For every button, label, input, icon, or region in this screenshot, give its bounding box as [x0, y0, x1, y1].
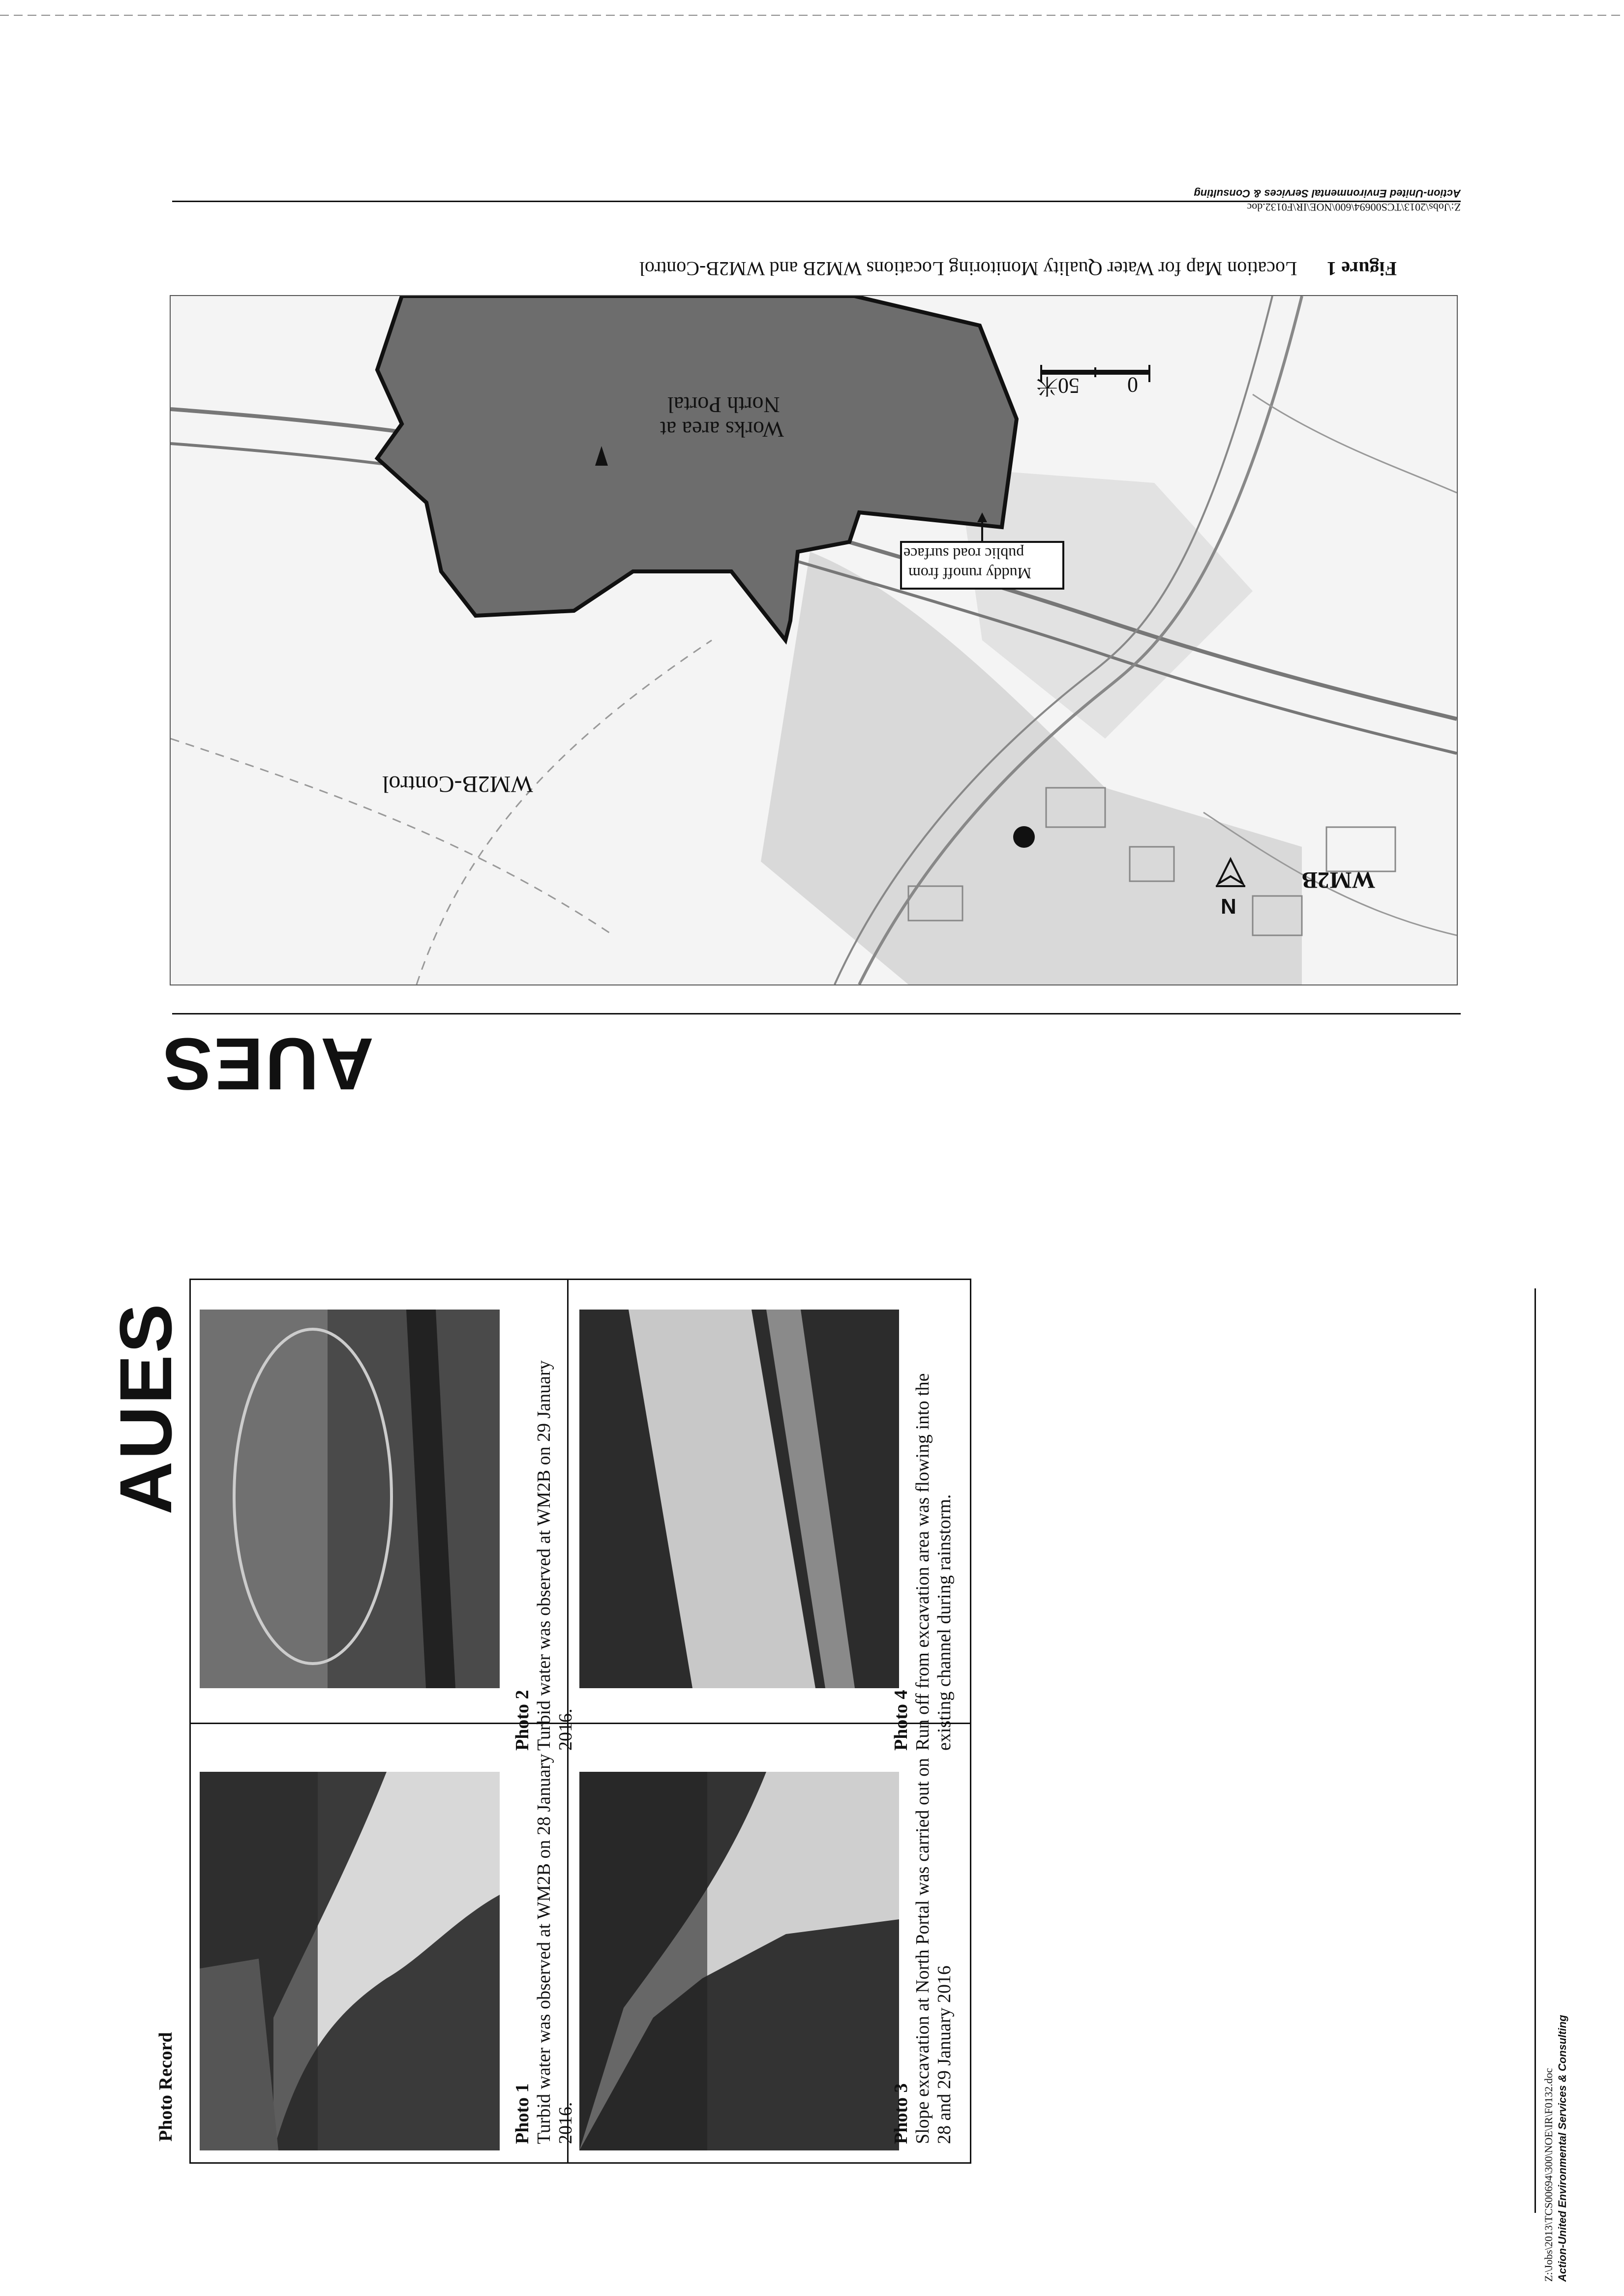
- photo-3-image: [200, 1310, 500, 1688]
- map-drawing: [171, 296, 1457, 984]
- photo-footer-path: Z:\Jobs\2013\TCS00694\300\NOE\IR\F0132.doc: [1542, 2068, 1555, 2282]
- photo-4-caption: [890, 1342, 989, 1751]
- figure-title: Location Map for Water Quality Monitoring Locations WM2B and WM2B-Control: [639, 258, 1297, 280]
- location-map: [170, 295, 1458, 985]
- photo-3-number: Photo 3: [891, 2083, 911, 2144]
- runoff-label-line1: Muddy runoff from: [908, 565, 1032, 582]
- figure-label: Figure 1: [1326, 258, 1397, 280]
- top-dashed-rule: [0, 15, 1624, 16]
- works-area-label-line1: Works area at: [660, 417, 784, 442]
- photo-4-image: [579, 1310, 899, 1688]
- photo-1-caption: [511, 1736, 610, 2144]
- photo-3-caption: [890, 1736, 989, 2144]
- photo-2-caption: [511, 1342, 610, 1751]
- photo-1-number: Photo 1: [512, 2083, 533, 2144]
- photo-record-title: Photo Record: [155, 2032, 176, 2142]
- station-marker: [1013, 826, 1035, 848]
- scale-end-label: 50米: [1036, 374, 1080, 398]
- photo-1-text: Turbid water was observed at WM2B on 28 January 2016.: [534, 1754, 576, 2144]
- photo-footer: [1542, 1898, 1581, 2282]
- photo-4-number: Photo 4: [891, 1690, 911, 1751]
- north-label: N: [1221, 894, 1236, 918]
- scale-zero-label: 0: [1127, 373, 1138, 397]
- map-footer-company: Action-United Environmental Services & Consulting: [1194, 187, 1461, 200]
- figure-caption: [531, 251, 1397, 280]
- aues-logo-bottom: AUES: [104, 1302, 187, 1515]
- photo-2-image: [579, 1772, 899, 2150]
- map-footer: [1121, 175, 1461, 214]
- photo-footer-company: Action-United Environmental Services & Consulting: [1556, 2015, 1568, 2282]
- photo-4-text: Run off from excavation area was flowing into the existing channel during rainstorm.: [912, 1373, 955, 1751]
- photo-2-number: Photo 2: [512, 1690, 533, 1751]
- photo-record-heading: [155, 1527, 180, 2142]
- station-control-label: WM2B-Control: [382, 771, 533, 797]
- aues-logo-top: AUES: [161, 1023, 374, 1105]
- photo-1-image: [200, 1772, 500, 2150]
- photo-3-text: Slope excavation at North Portal was carried out on 28 and 29 January 2016: [912, 1758, 955, 2144]
- works-area-label-line2: North Portal: [667, 392, 780, 417]
- photo-page-footer-rule: [1534, 1288, 1536, 2213]
- runoff-label-line2: public road surface: [903, 545, 1024, 563]
- section-divider-rule: [172, 1013, 1461, 1014]
- station-main-label: WM2B: [1302, 867, 1376, 893]
- photo-2-text: Turbid water was observed at WM2B on 29 January 2016.: [534, 1360, 576, 1751]
- map-footer-path: Z:\Jobs\2013\TCS00694\600\NOE\IR\F0132.doc: [1247, 201, 1461, 213]
